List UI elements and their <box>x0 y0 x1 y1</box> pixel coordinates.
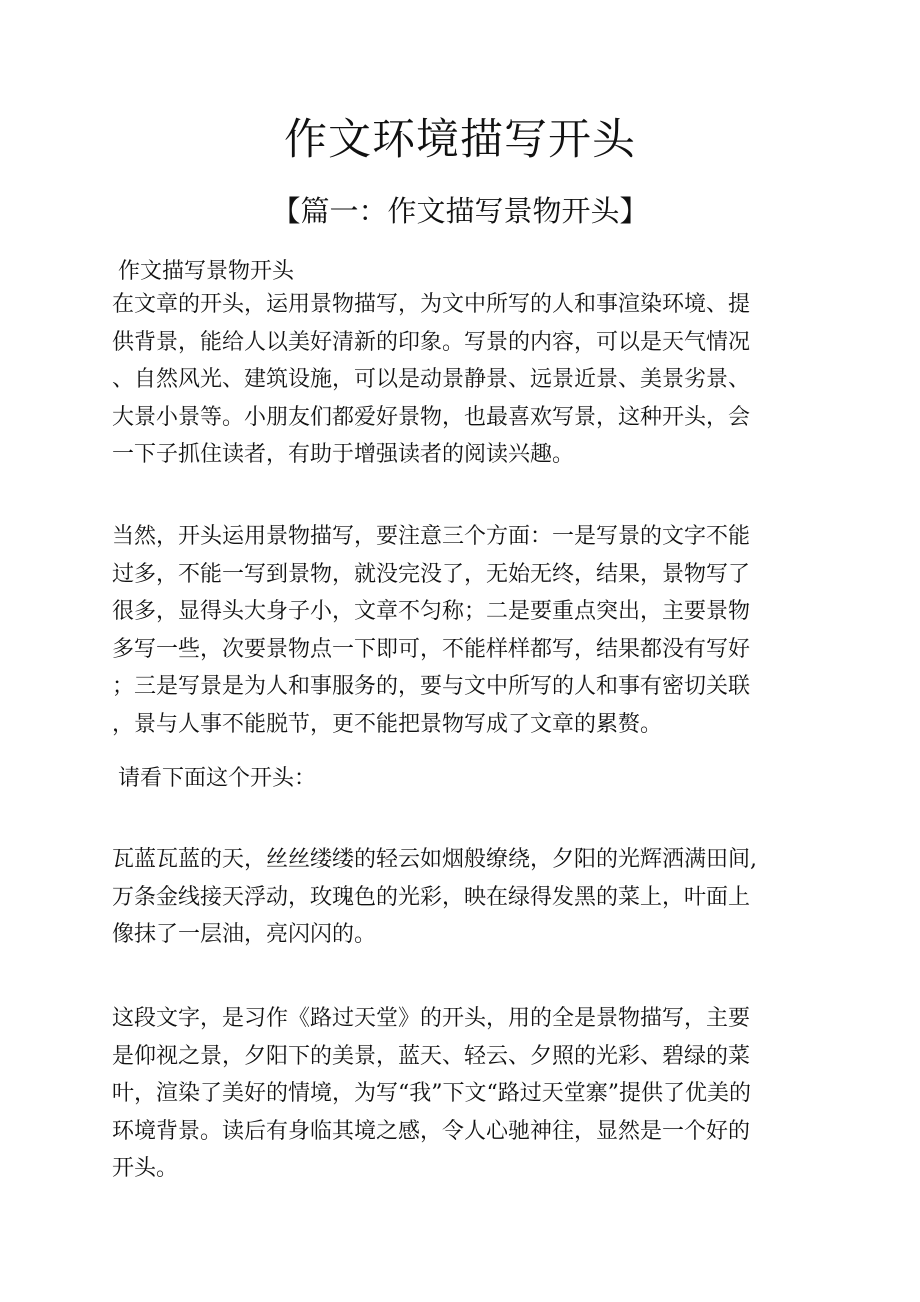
paragraph-intro <box>112 286 802 474</box>
text-line: 万条金线接天浮动，玫瑰色的光彩，映在绿得发黑的菜上，叶面上 <box>112 884 751 910</box>
text-line: 很多，显得头大身子小，文章不匀称；二是要重点突出，主要景物 <box>112 599 751 624</box>
text-line: 、自然风光、建筑设施，可以是动景静景、远景近景、美景劣景、 <box>112 367 751 392</box>
text-line: 在文章的开头，运用景物描写，为文中所写的人和事渲染环境、提 <box>112 292 751 317</box>
text-line: ；三是写景是为人和事服务的，要与文中所写的人和事有密切关联 <box>112 674 751 699</box>
example-prompt: 请看下面这个开头： <box>118 766 317 791</box>
text-line: 当然，开头运用景物描写，要注意三个方面：一是写景的文字不能 <box>112 524 751 549</box>
text-line: 一下子抓住读者，有助于增强读者的阅读兴趣。 <box>112 442 575 467</box>
text-line: 像抹了一层油，亮闪闪的。 <box>112 922 377 947</box>
text-line: 瓦蓝瓦蓝的天，丝丝缕缕的轻云如烟般缭绕，夕阳的光辉洒满田间, <box>112 847 757 872</box>
document-title: 作文环境描写开头 <box>284 115 636 165</box>
text-line: 大景小景等。小朋友们都爱好景物，也最喜欢写景，这种开头，会 <box>112 404 751 430</box>
section-subtitle: 【篇一：作文描写景物开头】 <box>271 194 649 228</box>
paragraph-notes <box>112 518 802 743</box>
text-line: 多写一些，次要景物点一下即可，不能样样都写，结果都没有写好 <box>112 636 751 662</box>
text-line: 过多，不能一写到景物，就没完没了，无始无终，结果，景物写了 <box>112 561 751 587</box>
text-line: 叶，渲染了美好的情境，为写“我”下文“路过天堂寨”提供了优美的 <box>112 1081 751 1106</box>
text-line: ，景与人事不能脱节，更不能把景物写成了文章的累赘。 <box>112 711 663 737</box>
text-line: 是仰视之景，夕阳下的美景，蓝天、轻云、夕照的光彩、碧绿的菜 <box>112 1043 751 1069</box>
section-heading: 作文描写景物开头 <box>118 259 295 284</box>
text-line: 供背景，能给人以美好清新的印象。写景的内容，可以是天气情况 <box>112 329 751 355</box>
example-paragraph <box>112 841 802 954</box>
text-line: 开头。 <box>112 1156 179 1181</box>
analysis-paragraph <box>112 1000 802 1188</box>
text-line: 这段文字，是习作《路过天堂》的开头，用的全是景物描写，主要 <box>112 1006 751 1031</box>
text-line: 环境背景。读后有身临其境之感，令人心驰神往，显然是一个好的 <box>112 1118 751 1144</box>
